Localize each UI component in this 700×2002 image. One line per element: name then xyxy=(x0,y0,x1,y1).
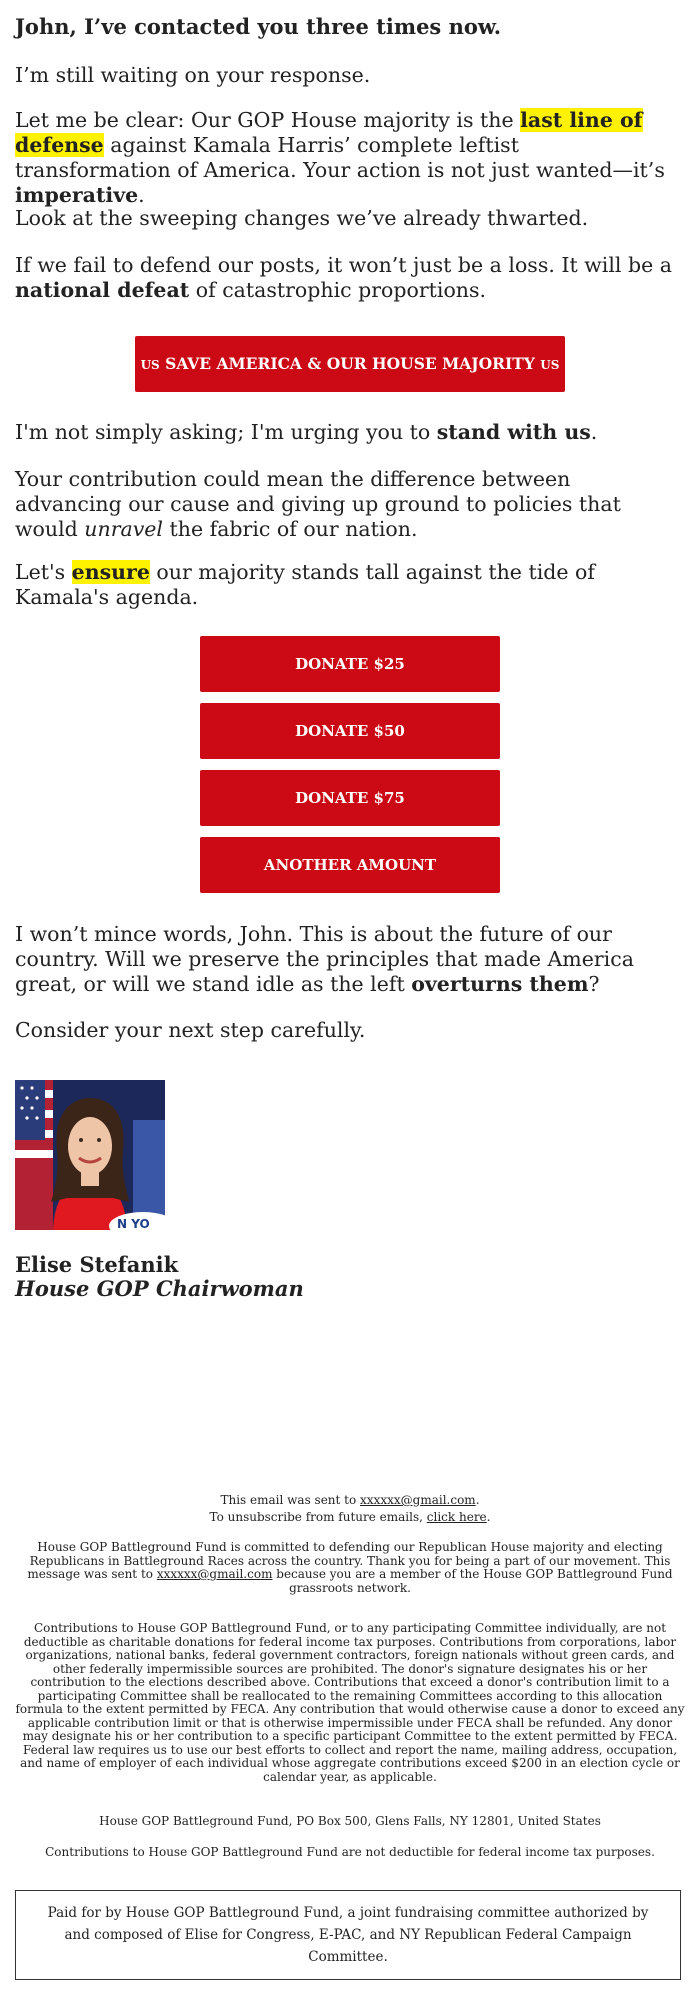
save-america-button[interactable] xyxy=(135,336,565,392)
paragraph-ensure xyxy=(15,560,680,610)
paragraph-last-line xyxy=(15,108,680,208)
us-flag-icon: US xyxy=(140,358,160,372)
footer-legal-disclaimer: Contributions to House GOP Battleground Fund, or to any participating Committee individually, are not deductible as charitable donations for federal income tax purposes. Contributions from corporations, labor organizations, national banks, federal government contractors, foreign nationals without green cards, and other federally impermissible sources are prohibited. The donor's signature designates his or her contribution to the elections described above. Contributions that exceed a donor's contribution limit to a participating Committee shall be reallocated to the remaining Committees according to this allocation formula to the extent permitted by FECA. Any contribution that would otherwise cause a donor to exceed any applicable contribution limit or that is otherwise impermissible under FECA shall be refunded. Any donor may designate his or her contribution to a specific participant Committee to the extent permitted by FECA. Federal law requires us to use our best efforts to collect and report the name, mailing address, occupation, and name of employer of each individual whose aggregate contributions exceed $200 in an election cycle or calendar year, as applicable. xyxy=(15,1621,685,1784)
text: . xyxy=(486,1510,491,1524)
footer-not-deductible: Contributions to House GOP Battleground Fund are not deductible for federal income tax purposes. xyxy=(45,1845,655,1859)
bold-stand-with-us: stand with us xyxy=(436,420,591,444)
text: the fabric of our nation. xyxy=(163,517,418,541)
text: . xyxy=(475,1493,480,1507)
signature-name: Elise Stefanik xyxy=(15,1252,179,1277)
paragraph-waiting: I’m still waiting on your response. xyxy=(15,63,371,87)
footer-about-email-link[interactable]: xxxxxx@gmail.com xyxy=(156,1567,273,1581)
paragraph-urging xyxy=(15,420,680,445)
text: If we fail to defend our posts, it won’t just be a loss. It will be a xyxy=(15,253,672,277)
bold-imperative: imperative xyxy=(15,183,139,207)
us-flag-icon: US xyxy=(540,358,560,372)
text: our majority stands tall against the tide of Kamala's agenda. xyxy=(15,560,595,609)
footer-about xyxy=(15,1541,685,1595)
unsubscribe-link[interactable]: click here xyxy=(426,1510,487,1524)
text: I'm not simply asking; I'm urging you to xyxy=(15,420,437,444)
portrait-image xyxy=(15,1080,165,1230)
text: of catastrophic proportions. xyxy=(189,278,487,302)
footer-email-link[interactable]: xxxxxx@gmail.com xyxy=(360,1493,476,1507)
signature-photo xyxy=(15,1080,165,1230)
footer-sent-to xyxy=(15,1494,685,1508)
text: . xyxy=(138,183,145,207)
paragraph-thwarted: Look at the sweeping changes we’ve already thwarted. xyxy=(15,206,589,230)
paid-for-box: Paid for by House GOP Battleground Fund, a joint fundraising committee authorized by and composed of Elise for Congress, E-PAC, and NY Republican Federal Campaign Committee. xyxy=(15,1890,681,1980)
signature-title: House GOP Chairwoman xyxy=(15,1276,304,1301)
footer-unsubscribe xyxy=(15,1511,685,1525)
text: To unsubscribe from future emails, xyxy=(209,1510,427,1524)
footer-address: House GOP Battleground Fund, PO Box 500, Glens Falls, NY 12801, United States xyxy=(99,1814,601,1828)
bold-national-defeat: national defeat xyxy=(15,278,190,302)
save-america-label: SAVE AMERICA & OUR HOUSE MAJORITY xyxy=(165,354,535,373)
paragraph-contribution xyxy=(15,467,680,542)
text: House GOP Battleground Fund is committed to defending our Republican House majority and electing Republicans in Battleground Races across the country. Thank you for being a part of our movement. This message was sent to xyxy=(27,1540,671,1581)
paragraph-mince-words xyxy=(15,922,680,997)
text: because you are a member of the House GOP Battleground Fund grassroots network. xyxy=(272,1567,673,1595)
text: Let me be clear: Our GOP House majority is the xyxy=(15,108,521,132)
donate-75-button[interactable]: DONATE $75 xyxy=(200,770,500,826)
headline: John, I’ve contacted you three times now. xyxy=(15,14,502,39)
text: Your contribution could mean the difference between advancing our cause and giving up ground to policies that would xyxy=(15,467,621,541)
paragraph-national-defeat xyxy=(15,253,680,303)
highlight-last-line: last line of defense xyxy=(15,108,643,157)
donate-25-button[interactable]: DONATE $25 xyxy=(200,636,500,692)
another-amount-button[interactable]: ANOTHER AMOUNT xyxy=(200,837,500,893)
text: I won’t mince words, John. This is about the future of our country. Will we preserve the principles that made America great, or will we stand idle as the left xyxy=(15,922,634,996)
text: This email was sent to xyxy=(220,1493,361,1507)
text: ? xyxy=(588,972,600,996)
photo-badge-text: N YO xyxy=(117,1217,150,1230)
paragraph-consider: Consider your next step carefully. xyxy=(15,1018,366,1042)
highlight-ensure: ensure xyxy=(71,560,150,584)
text: Let's xyxy=(15,560,72,584)
donate-50-button[interactable]: DONATE $50 xyxy=(200,703,500,759)
italic-unravel: unravel xyxy=(84,517,163,541)
text: against Kamala Harris’ complete leftist transformation of America. Your action is not just wanted—it’s xyxy=(15,133,665,182)
text: . xyxy=(590,420,598,444)
bold-overturns-them: overturns them xyxy=(411,972,589,996)
